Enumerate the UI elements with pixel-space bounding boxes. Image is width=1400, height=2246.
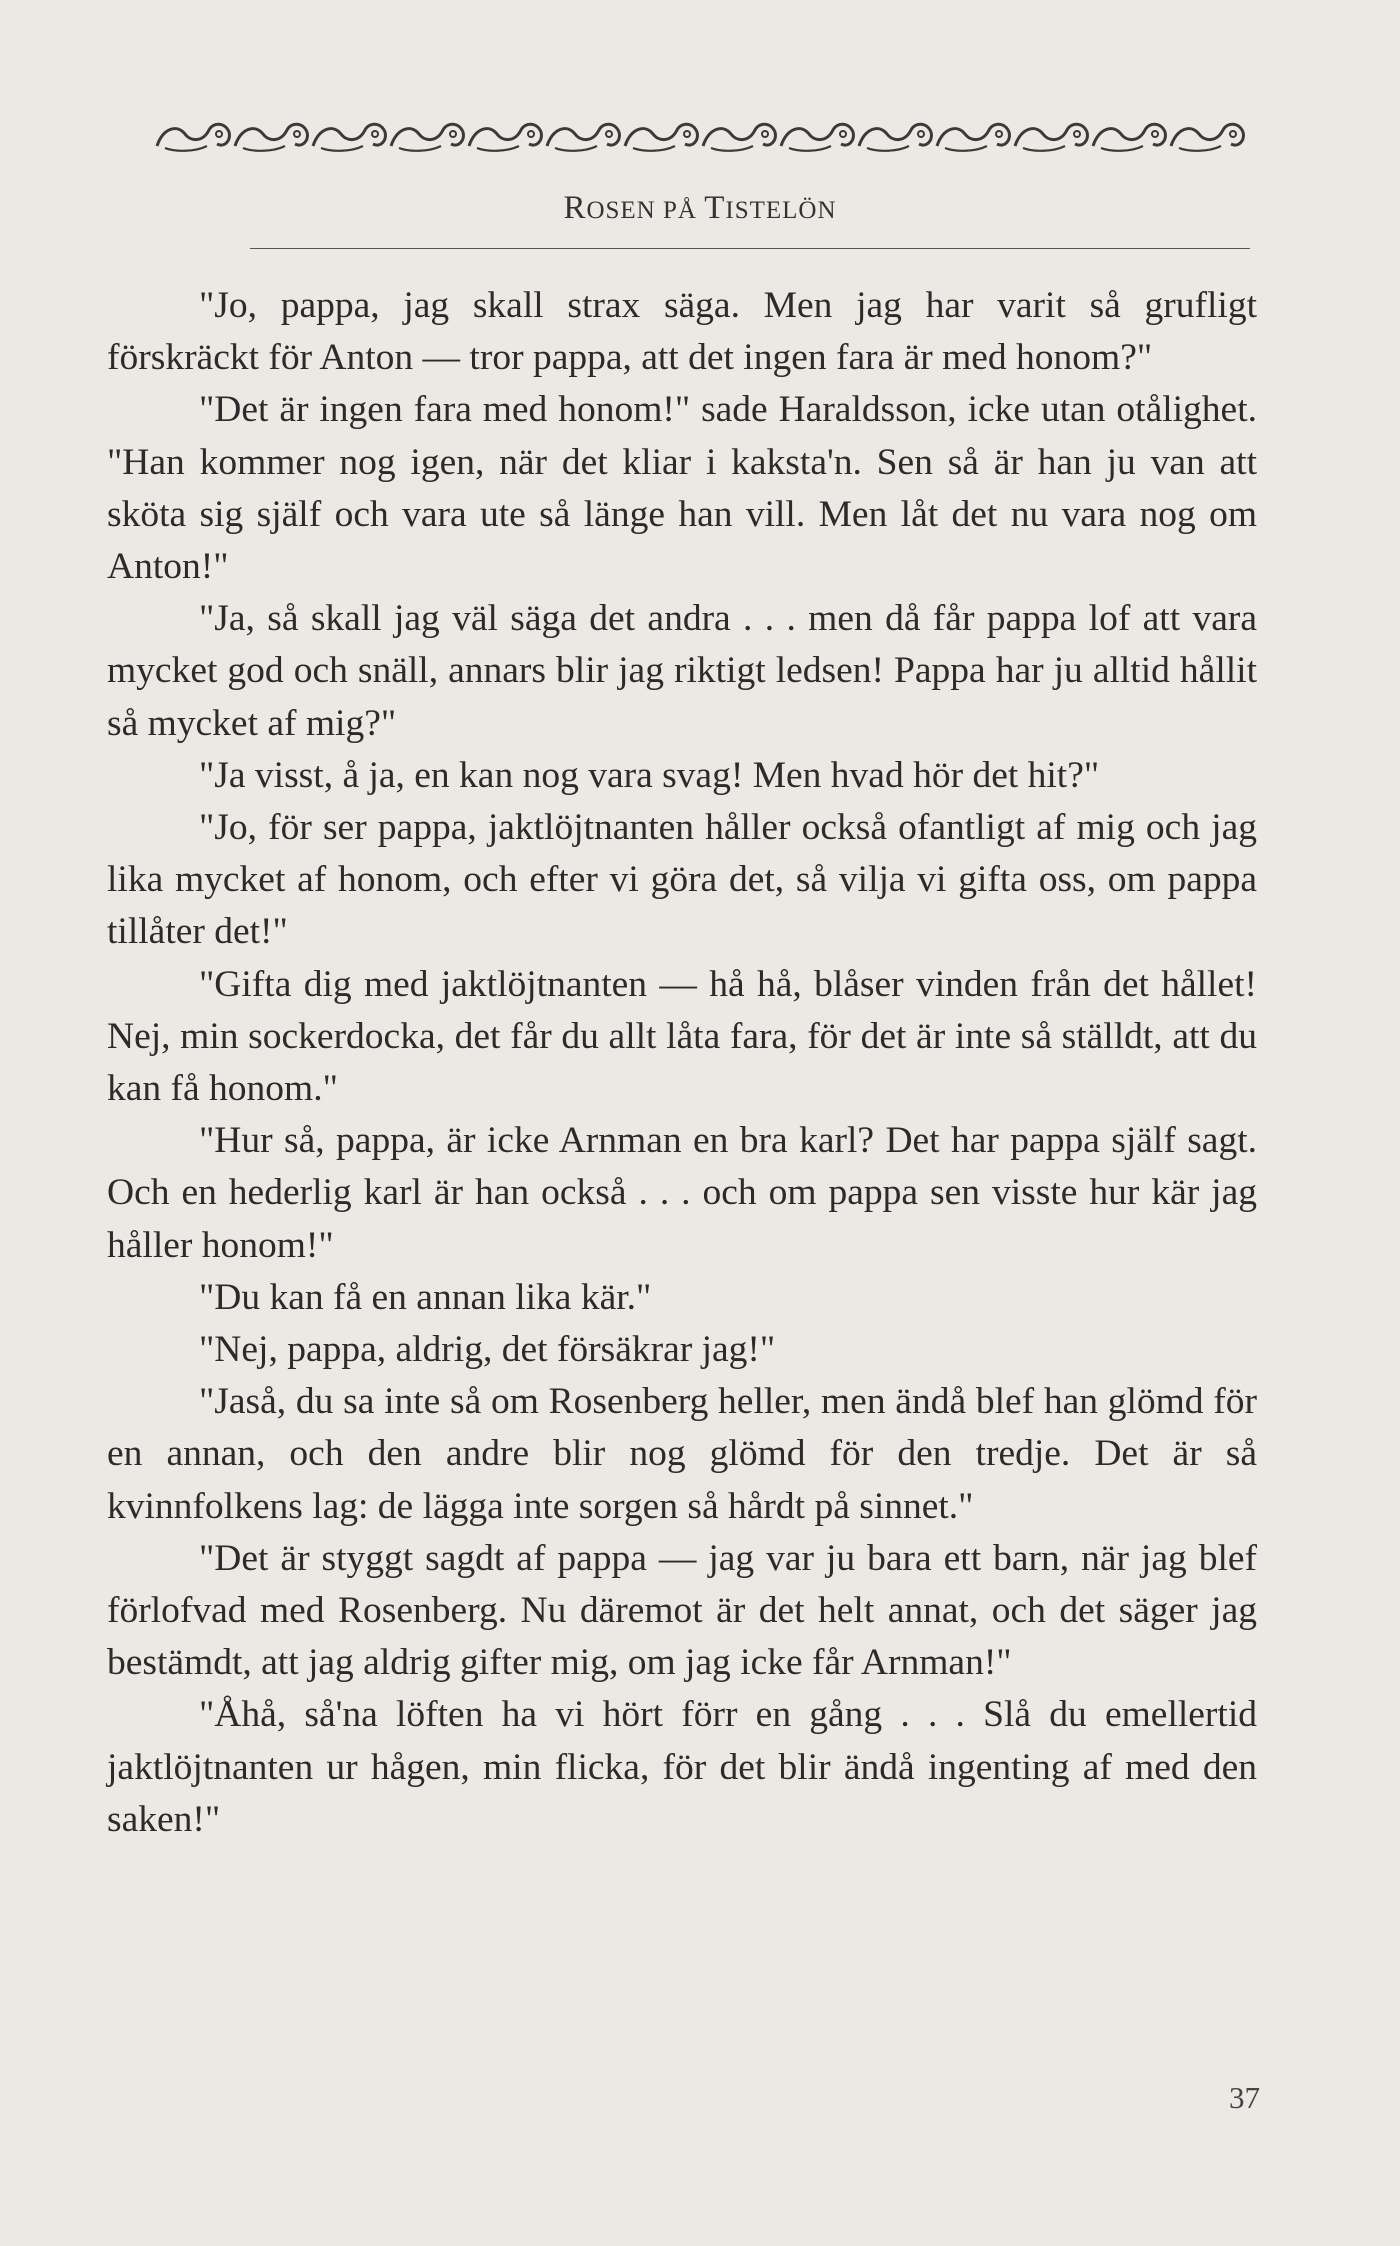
- running-head: [0, 190, 1400, 227]
- running-head-word: PÅ: [655, 197, 705, 224]
- paragraph: "Det är ingen fara med honom!" sade Haraldsson, icke utan otålighet. "Han kommer nog igen, när det kliar i kaksta'n. Sen så är han ju van att sköta sig själf och vara ute så länge han vill. Men låt det nu vara nog om Anton!": [107, 389, 1257, 588]
- body-text: [107, 280, 1257, 1846]
- header-rule: [250, 248, 1250, 249]
- paragraph: "Jo, för ser pappa, jaktlöjtnanten håller också ofantligt af mig och jag lika mycket af honom, och efter vi göra det, så vilja vi gifta oss, om pappa tillåter det!": [107, 807, 1257, 953]
- page-number: 37: [1229, 2080, 1260, 2115]
- running-head-word: OSEN: [586, 197, 656, 224]
- paragraph: "Det är styggt sagdt af pappa — jag var ju bara ett barn, när jag blef förlofvad med Rosenberg. Nu däremot är det helt annat, och det säger jag bestämdt, att jag aldrig gifter mig, om jag icke får Arnman!": [107, 1537, 1257, 1684]
- paragraph: "Hur så, pappa, är icke Arnman en bra karl? Det har pappa själf sagt. Och en hederlig karl är han också . . . och om pappa sen visste hur kär jag håller honom!": [107, 1120, 1257, 1266]
- paragraph: "Ja, så skall jag väl säga det andra . . . men då får pappa lof att vara mycket god och snäll, annars blir jag riktigt ledsen! Pappa har ju alltid hållit så mycket af mig?": [107, 598, 1257, 744]
- running-head-cap: R: [563, 190, 587, 226]
- paragraph: "Ja visst, å ja, en kan nog vara svag! Men hvad hör det hit?": [199, 754, 1100, 796]
- paragraph: "Jaså, du sa inte så om Rosenberg heller, men ändå blef han glömd för en annan, och den andre blir nog glömd för den tredje. Det är så kvinnfolkens lag: de lägga inte sorgen så hårdt på sinnet.": [107, 1381, 1257, 1527]
- paragraph: "Jo, pappa, jag skall strax säga. Men jag har varit så grufligt förskräckt för Anton — tror pappa, att det ingen fara är med honom?": [107, 285, 1257, 379]
- scroll-ornament-icon: [155, 118, 1255, 158]
- running-head-word: ISTELÖN: [725, 197, 837, 224]
- paragraph: "Du kan få en annan lika kär.": [199, 1276, 652, 1318]
- running-head-cap: T: [704, 190, 726, 226]
- paragraph: "Nej, pappa, aldrig, det försäkrar jag!": [199, 1329, 776, 1371]
- paragraph: "Gifta dig med jaktlöjtnanten — hå hå, blåser vinden från det hållet! Nej, min sockerdocka, det får du allt låta fara, för det är inte så ställdt, att du kan få honom.": [107, 963, 1257, 1110]
- paragraph: "Åhå, så'na löften ha vi hört förr en gång . . . Slå du emellertid jaktlöjtnanten ur hågen, min flicka, för det blir ändå ingenting af med den saken!": [107, 1694, 1257, 1840]
